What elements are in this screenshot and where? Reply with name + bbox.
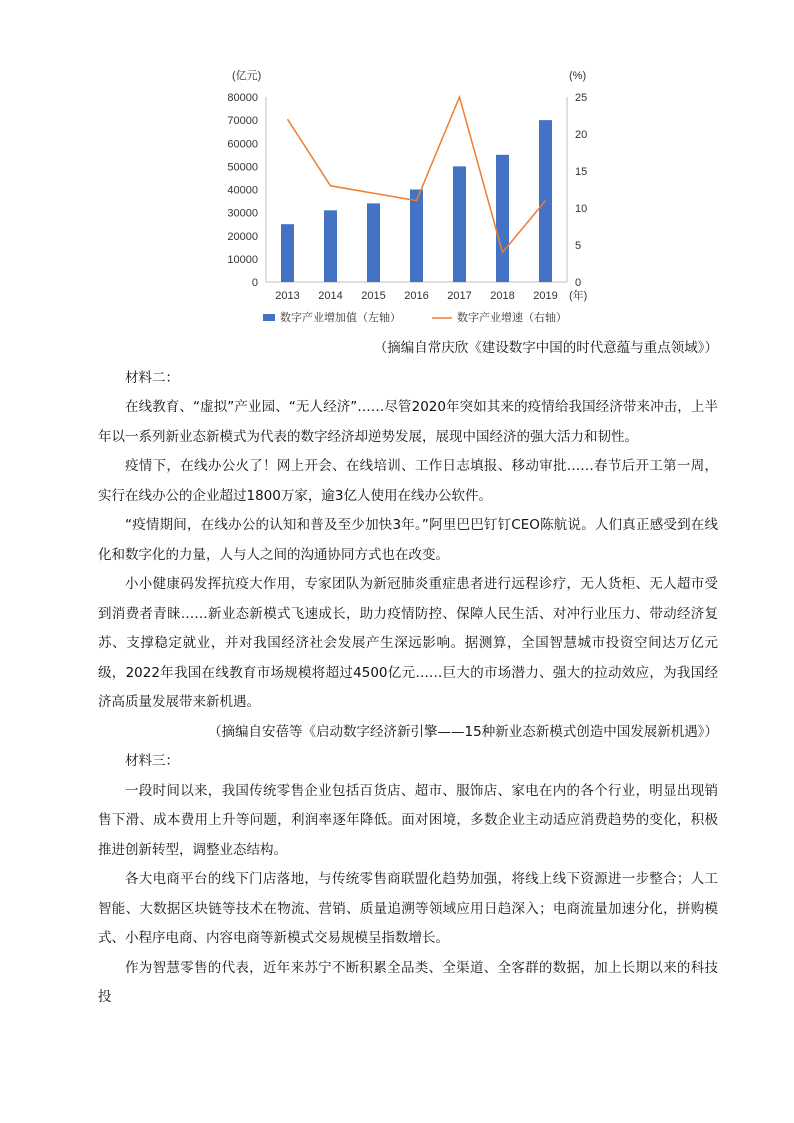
legend-line-label: 数字产业增速（右轴） <box>457 312 567 324</box>
right-axis-tick-label: 15 <box>575 166 588 178</box>
left-axis-tick-label: 0 <box>251 277 258 289</box>
material-3-paragraph: 各大电商平台的线下门店落地，与传统零售商联盟化趋势加强，将线上线下资源进一步整合；人工智能、大数据区块链等技术在物流、营销、质量追溯等领域应用日趋深入；电商流量加速分化，拼购模式、小程序电商、内容电商等新模式交易规模呈指数增长。 <box>98 871 718 946</box>
left-axis-tick-label: 20000 <box>227 230 258 243</box>
bar-2015 <box>367 203 380 282</box>
material-2-paragraph: 疫情下，在线办公火了！网上开会、在线培训、工作日志填报、移动审批……春节后开工第一周，实行在线办公的企业超过1800万家，逾3亿人使用在线办公软件。 <box>98 458 718 504</box>
x-tick-label-2018: 2018 <box>490 290 515 302</box>
left-axis-tick-label: 30000 <box>227 207 258 220</box>
left-axis-tick-label: 70000 <box>227 115 258 128</box>
bar-2016 <box>410 190 423 283</box>
legend-bar-label: 数字产业增加值（左轴） <box>280 312 401 324</box>
left-axis-tick-label: 60000 <box>227 138 258 151</box>
right-axis-tick-label: 10 <box>575 203 588 215</box>
document-body <box>98 334 718 1013</box>
material-3-label: 材料三： <box>125 753 179 769</box>
left-axis-tick-label: 80000 <box>227 92 258 104</box>
bar-2017 <box>453 166 466 282</box>
bar-2014 <box>324 210 337 282</box>
x-tick-label-2019: 2019 <box>533 290 558 302</box>
material-3-paragraph: 一段时间以来，我国传统零售企业包括百货店、超市、服饰店、家电在内的各个行业，明显出现销售下滑、成本费用上升等问题，利润率逐年降低。面对困境，多数企业主动适应消费趋势的变化，积极推进创新转型，调整业态结构。 <box>98 782 718 858</box>
source-citation-2: （摘编自安蓓等《启动数字经济新引擎——15种新业态新模式创造中国发展新机遇》） <box>208 723 718 740</box>
left-axis-tick-label: 10000 <box>227 253 258 266</box>
material-2-paragraph: 小小健康码发挥抗疫大作用，专家团队为新冠肺炎重症患者进行远程诊疗，无人货柜、无人超市受到消费者青睐……新业态新模式飞速成长，助力疫情防控、保障人民生活、对冲行业压力、带动经济复苏、支撑稳定就业，并对我国经济社会发展产生深远影响。据测算，全国智慧城市投资空间达万亿元级，2022年我国在线教育市场规模将超过4500亿元……巨大的市场潜力、强大的拉动效应，为我国经济高质量发展带来新机遇。 <box>98 576 718 710</box>
right-axis-unit: (%) <box>569 70 587 82</box>
material-2-paragraph: “疫情期间，在线办公的认知和普及至少加快3年。”阿里巴巴钉钉CEO陈航说。人们真正感受到在线化和数字化的力量，人与人之间的沟通协同方式也在改变。 <box>98 517 718 563</box>
x-tick-label-2016: 2016 <box>404 290 429 302</box>
x-axis-unit: (年) <box>569 290 588 302</box>
bar-2018 <box>496 155 509 282</box>
bar-2013 <box>281 224 294 282</box>
x-tick-label-2015: 2015 <box>361 290 386 302</box>
x-tick-label-2013: 2013 <box>275 290 300 302</box>
digital-industry-chart <box>200 62 620 332</box>
material-3-paragraph: 作为智慧零售的代表，近年来苏宁不断积累全品类、全渠道、全客群的数据，加上长期以来的科技投 <box>98 959 718 1005</box>
material-2-label: 材料二： <box>125 369 179 386</box>
left-axis-unit: (亿元) <box>232 70 262 82</box>
chart-svg <box>200 62 620 332</box>
x-tick-label-2014: 2014 <box>318 290 343 302</box>
x-tick-label-2017: 2017 <box>447 290 472 302</box>
source-citation-1: （摘编自常庆欣《建设数字中国的时代意蕴与重点领域》） <box>373 340 718 356</box>
legend-bar-swatch <box>263 314 275 321</box>
material-2-paragraph: 在线教育、“虚拟”产业园、“无人经济”……尽管2020年突如其来的疫情给我国经济带来冲击，上半年以一系列新业态新模式为代表的数字经济却逆势发展，展现中国经济的强大活力和韧性。 <box>98 399 718 445</box>
right-axis-tick-label: 0 <box>575 277 582 289</box>
right-axis-tick-label: 5 <box>575 240 582 252</box>
right-axis-tick-label: 25 <box>575 92 588 104</box>
left-axis-tick-label: 50000 <box>227 161 258 174</box>
right-axis-tick-label: 20 <box>575 129 588 141</box>
left-axis-tick-label: 40000 <box>227 184 258 197</box>
